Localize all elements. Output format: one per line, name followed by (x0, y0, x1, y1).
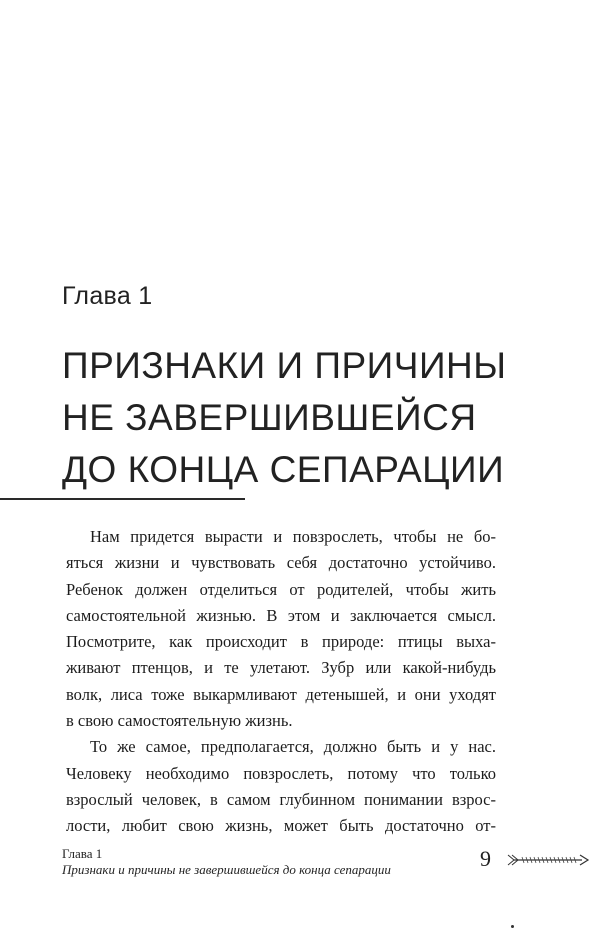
body-line: волк, лиса тоже выкармливают детенышей, и они уходят (66, 684, 496, 704)
body-line: Посмотрите, как происходит в природе: птицы выха- (66, 632, 496, 652)
footer-chapter: Глава 1 (62, 846, 103, 861)
chapter-title-line: ПРИЗНАКИ И ПРИЧИНЫ (62, 345, 507, 386)
body-line: в свою самостоятельную жизнь. (66, 711, 293, 731)
print-mark (511, 925, 514, 928)
chapter-title (62, 340, 532, 496)
chapter-label: Глава 1 (62, 282, 153, 310)
body-line: То же самое, предполагается, должно быть и у нас. (90, 737, 496, 757)
body-line: Нам придется вырасти и повзрослеть, чтобы не бо- (90, 527, 496, 546)
chapter-title-line: НЕ ЗАВЕРШИВШЕЙСЯ (62, 397, 477, 438)
arrow-ornament-icon (506, 852, 590, 868)
title-divider (0, 498, 245, 500)
body-line: лости, любит свою жизнь, может быть достаточно от- (66, 816, 496, 836)
body-text (66, 524, 496, 840)
footer-title: Признаки и причины не завершившейся до конца сепарации (62, 862, 391, 877)
chapter-title-line: ДО КОНЦА СЕПАРАЦИИ (62, 449, 505, 490)
body-line: самостоятельной жизнью. В этом и заключается смысл. (66, 605, 496, 625)
body-line: Ребенок должен отделиться от родителей, чтобы жить (66, 579, 496, 599)
body-line: яться жизни и чувствовать себя достаточно устойчиво. (66, 553, 496, 573)
body-line: Человеку необходимо повзрослеть, потому что только (66, 763, 496, 783)
page-footer (62, 846, 582, 880)
body-line: живают птенцов, и те улетают. Зубр или какой-нибудь (66, 658, 496, 678)
page-number: 9 (480, 846, 491, 871)
body-line: взрослый человек, в самом глубинном понимании взрос- (66, 789, 496, 809)
